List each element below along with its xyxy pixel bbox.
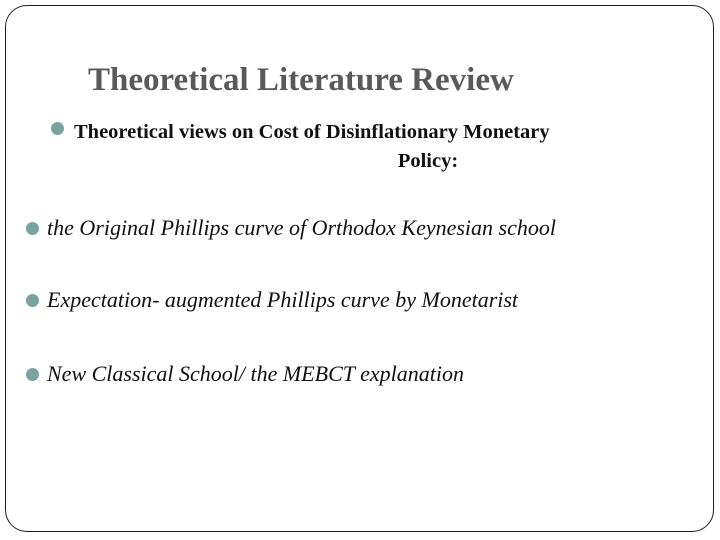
slide-title: Theoretical Literature Review	[88, 62, 514, 98]
bullet-item: New Classical School/ the MEBCT explanation	[47, 361, 464, 386]
slide	[5, 5, 714, 532]
subheading-line-2: Policy:	[397, 150, 459, 172]
bullet-dot-icon	[51, 122, 64, 135]
bullet-dot-icon	[26, 368, 39, 381]
subheading	[74, 118, 674, 176]
bullet-item: the Original Phillips curve of Orthodox Keynesian school	[47, 215, 556, 240]
bullet-dot-icon	[26, 222, 39, 235]
bullet-dot-icon	[26, 294, 39, 307]
subheading-line-1: Theoretical views on Cost of Disinflationary Monetary	[74, 121, 550, 143]
bullet-item: Expectation- augmented Phillips curve by Monetarist	[47, 287, 519, 312]
